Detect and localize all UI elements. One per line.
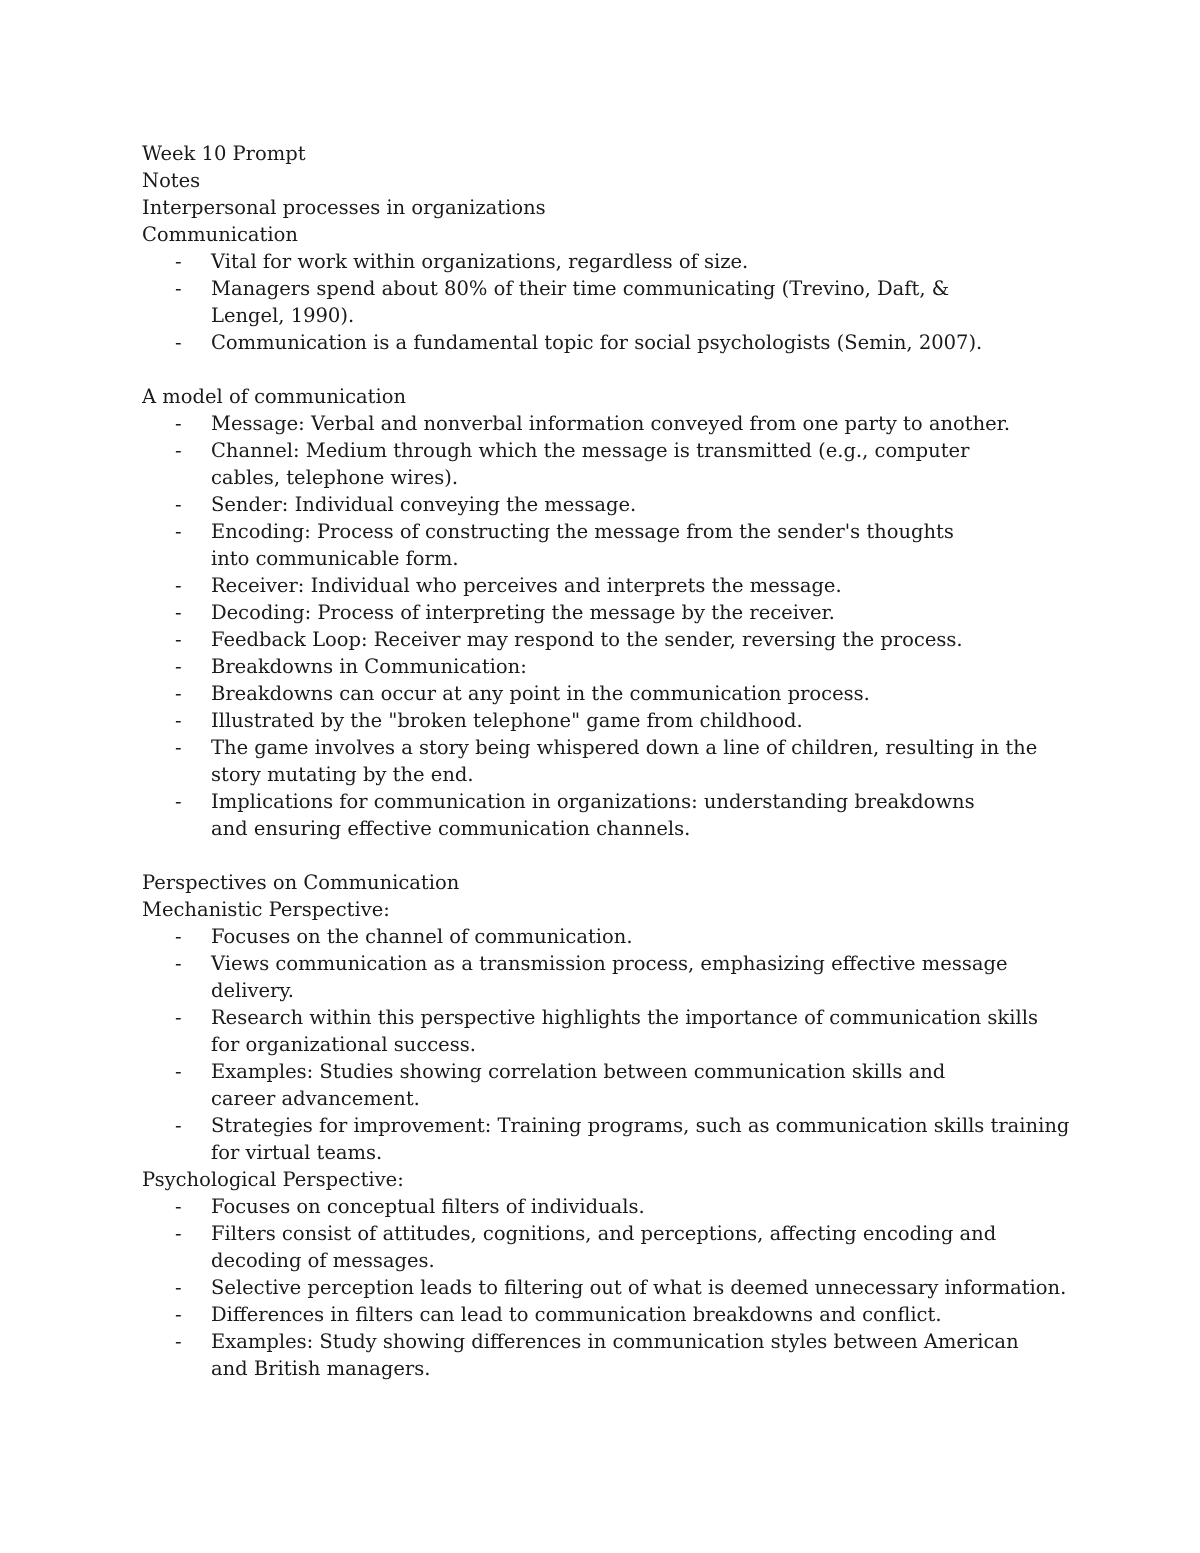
bullet-list-model [142, 410, 1072, 842]
list-item-text: Decoding: Process of interpreting the message by the receiver. [211, 601, 835, 624]
document-subtitle: Notes [142, 169, 201, 192]
bullet-dash: - [175, 574, 182, 597]
list-item [142, 788, 1072, 842]
bullet-dash: - [175, 439, 182, 462]
list-item-text: Encoding: Process of constructing the message from the sender's thoughts into communicable form. [211, 520, 954, 570]
list-item [142, 1004, 1072, 1058]
list-item [142, 572, 1072, 599]
bullet-dash: - [175, 1060, 182, 1083]
bullet-list-mechanistic [142, 923, 1072, 1166]
list-item-text: Implications for communication in organizations: understanding breakdowns and ensuring effective communication channels. [211, 790, 975, 840]
document-topic: Interpersonal processes in organizations [142, 196, 546, 219]
list-item-text: Selective perception leads to filtering out of what is deemed unnecessary information. [211, 1276, 1067, 1299]
list-item [142, 1193, 1072, 1220]
list-item [142, 950, 1072, 1004]
section-heading-communication: Communication [142, 223, 298, 246]
bullet-dash: - [175, 628, 182, 651]
bullet-dash: - [175, 250, 182, 273]
list-item-text: Focuses on the channel of communication. [211, 925, 633, 948]
list-item [142, 680, 1072, 707]
subheading-psychological: Psychological Perspective: [142, 1168, 404, 1191]
list-item-text: Breakdowns in Communication: [211, 655, 527, 678]
list-item-text: Examples: Study showing differences in communication styles between American and British managers. [211, 1330, 1019, 1380]
list-item [142, 518, 1072, 572]
list-item [142, 707, 1072, 734]
document-title: Week 10 Prompt [142, 142, 306, 165]
list-item [142, 653, 1072, 680]
list-item-text: Channel: Medium through which the message is transmitted (e.g., computer cables, telephone wires). [211, 439, 970, 489]
list-item [142, 1112, 1072, 1166]
list-item-text: Communication is a fundamental topic for social psychologists (Semin, 2007). [211, 331, 983, 354]
bullet-dash: - [175, 925, 182, 948]
bullet-dash: - [175, 493, 182, 516]
bullet-dash: - [175, 520, 182, 543]
bullet-list-communication [142, 248, 1072, 356]
bullet-dash: - [175, 1330, 182, 1353]
list-item [142, 1058, 1072, 1112]
list-item-text: Receiver: Individual who perceives and interprets the message. [211, 574, 842, 597]
list-item-text: Filters consist of attitudes, cognitions, and perceptions, affecting encoding and decoding of messages. [211, 1222, 997, 1272]
bullet-dash: - [175, 709, 182, 732]
bullet-dash: - [175, 277, 182, 300]
bullet-dash: - [175, 655, 182, 678]
bullet-dash: - [175, 1114, 182, 1137]
bullet-dash: - [175, 1276, 182, 1299]
bullet-list-psychological [142, 1193, 1072, 1382]
list-item [142, 1328, 1072, 1382]
list-item-text: Illustrated by the "broken telephone" game from childhood. [211, 709, 803, 732]
bullet-dash: - [175, 952, 182, 975]
list-item-text: Examples: Studies showing correlation between communication skills and career advancement. [211, 1060, 946, 1110]
subheading-mechanistic: Mechanistic Perspective: [142, 898, 390, 921]
list-item-text: Focuses on conceptual filters of individuals. [211, 1195, 645, 1218]
spacer [142, 842, 1072, 869]
bullet-dash: - [175, 790, 182, 813]
list-item-text: Sender: Individual conveying the message. [211, 493, 637, 516]
list-item [142, 491, 1072, 518]
list-item [142, 599, 1072, 626]
list-item-text: Views communication as a transmission process, emphasizing effective message delivery. [211, 952, 1008, 1002]
list-item [142, 1301, 1072, 1328]
list-item [142, 275, 1072, 329]
list-item-text: Feedback Loop: Receiver may respond to the sender, reversing the process. [211, 628, 963, 651]
bullet-dash: - [175, 682, 182, 705]
bullet-dash: - [175, 331, 182, 354]
list-item [142, 329, 1072, 356]
list-item-text: Research within this perspective highlights the importance of communication skills for organizational success. [211, 1006, 1038, 1056]
list-item-text: Vital for work within organizations, regardless of size. [211, 250, 749, 273]
list-item [142, 248, 1072, 275]
list-item-text: Strategies for improvement: Training programs, such as communication skills training for virtual teams. [211, 1114, 1070, 1164]
list-item-text: Differences in filters can lead to communication breakdowns and conflict. [211, 1303, 942, 1326]
list-item [142, 1220, 1072, 1274]
bullet-dash: - [175, 736, 182, 759]
section-heading-model: A model of communication [142, 385, 407, 408]
list-item [142, 734, 1072, 788]
list-item [142, 626, 1072, 653]
list-item [142, 410, 1072, 437]
bullet-dash: - [175, 1195, 182, 1218]
bullet-dash: - [175, 1303, 182, 1326]
bullet-dash: - [175, 1006, 182, 1029]
list-item-text: Managers spend about 80% of their time communicating (Trevino, Daft, & Lengel, 1990). [211, 277, 950, 327]
list-item [142, 923, 1072, 950]
list-item-text: The game involves a story being whispered down a line of children, resulting in the story mutating by the end. [211, 736, 1038, 786]
section-heading-perspectives: Perspectives on Communication [142, 871, 460, 894]
bullet-dash: - [175, 412, 182, 435]
list-item-text: Message: Verbal and nonverbal information conveyed from one party to another. [211, 412, 1011, 435]
bullet-dash: - [175, 601, 182, 624]
document-page [142, 140, 1072, 1382]
list-item [142, 1274, 1072, 1301]
list-item [142, 437, 1072, 491]
list-item-text: Breakdowns can occur at any point in the communication process. [211, 682, 870, 705]
bullet-dash: - [175, 1222, 182, 1245]
spacer [142, 356, 1072, 383]
